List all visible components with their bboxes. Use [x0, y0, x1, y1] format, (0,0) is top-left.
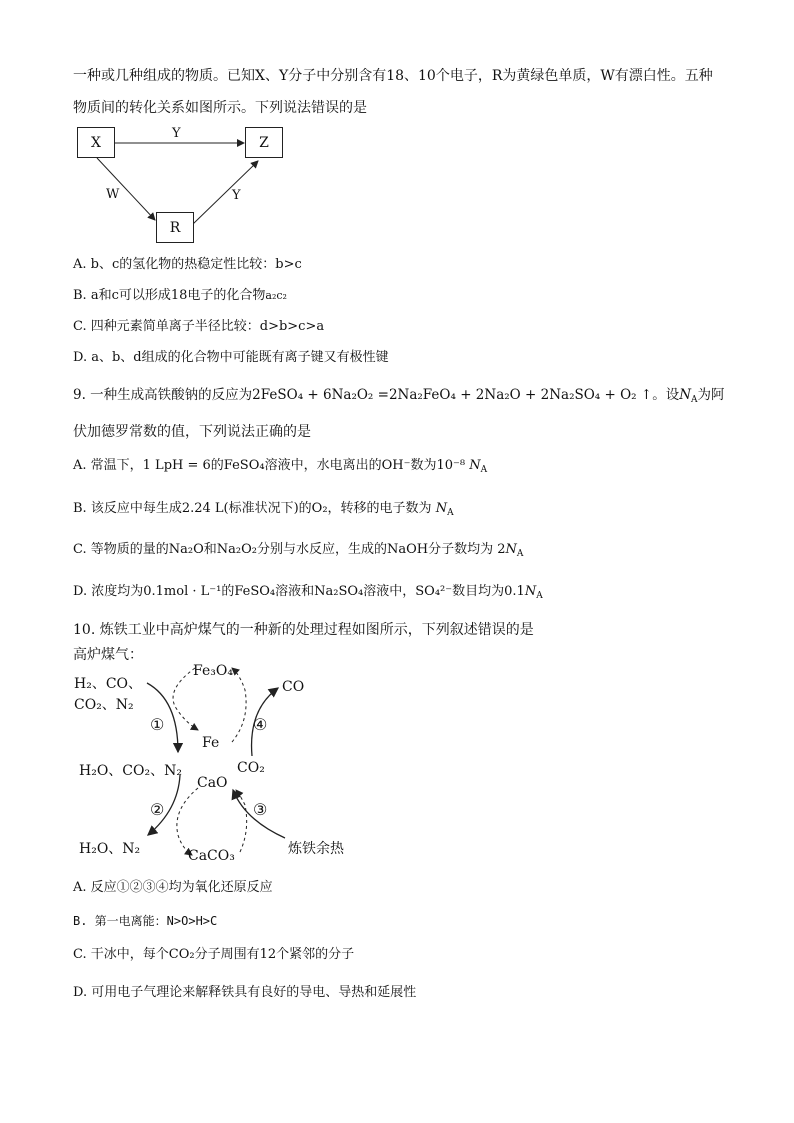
- step-1-marker: ①: [150, 715, 165, 734]
- q9-d-mid4: 数目均为: [452, 584, 505, 599]
- q9-a-ion: OH⁻: [381, 458, 411, 473]
- q9-stem-end: 为阿: [697, 387, 725, 403]
- caco3-label: CaCO₃: [188, 848, 235, 864]
- q9-d-mid2: 溶液和: [275, 584, 315, 599]
- co2-label: CO₂: [237, 760, 265, 776]
- q10-option-a: A. 反应①②③④均为氧化还原反应: [73, 880, 273, 895]
- q9-c-mid: 分别与水反应，生成的NaOH分子数均为: [256, 542, 494, 557]
- q9-option-c: [73, 541, 523, 563]
- q9-c-na: N: [505, 542, 517, 557]
- q9-c-val: 2: [497, 542, 506, 557]
- q9-c-s1: Na₂O: [168, 542, 204, 557]
- q8-option-d: D. a、b、d组成的化合物中可能既有离子键又有极性键: [73, 350, 389, 365]
- q9-option-a: [73, 457, 487, 479]
- out-left-gases: H₂O、N₂: [79, 841, 141, 857]
- q10-option-d: D. 可用电子气理论来解释铁具有良好的导电、导热和延展性: [73, 985, 417, 1000]
- furnace-heat-label: 炼铁余热: [288, 841, 344, 857]
- mid-left-gases: H₂O、CO₂、N₂: [79, 763, 182, 779]
- box-r: R: [156, 212, 194, 243]
- q9-a-cond: 1 LpH = 6: [142, 458, 211, 473]
- arrow-label-top: Y: [172, 126, 181, 141]
- q9-d-ion: SO₄²⁻: [415, 584, 453, 599]
- intro-line-1: 一种或几种组成的物质。已知X、Y分子中分别含有18、10个电子，R为黄绿色单质，W有漂白性。五种: [73, 68, 713, 84]
- q8-option-b: [73, 287, 287, 305]
- arrow-label-left: W: [106, 187, 120, 202]
- step-2-marker: ②: [150, 800, 165, 819]
- q9-d-s2: Na₂SO₄: [314, 584, 364, 599]
- step-3-marker: ③: [253, 800, 268, 819]
- fe3o4-label: Fe₃O₄: [193, 663, 233, 679]
- q9-d-s1: FeSO₄: [234, 584, 276, 599]
- q9-option-d: [73, 583, 543, 605]
- q10-option-c: [73, 946, 354, 964]
- q9-b-na: N: [435, 501, 448, 516]
- q9-a-val: 10⁻⁸: [436, 458, 466, 473]
- q9-b-na-sub: A: [447, 508, 454, 518]
- q9-c-na-sub: A: [516, 549, 524, 559]
- q9-c-prefix: C. 等物质的量的: [73, 542, 169, 557]
- q9-stem-line-2: 伏加德罗常数的值，下列说法正确的是: [73, 424, 311, 440]
- q9-a-mid: 的: [210, 458, 224, 473]
- box-z: Z: [245, 127, 283, 158]
- q8-option-b-text: B. a和c可以形成18电子的化合物: [73, 288, 266, 303]
- box-x: X: [77, 127, 115, 158]
- intro-line-2: 物质间的转化关系如图所示。下列说法错误的是: [73, 100, 367, 116]
- gas-in-line-2: CO₂、N₂: [74, 697, 134, 713]
- q10-c-mol: CO₂: [168, 947, 195, 962]
- q9-d-conc: 0.1mol · L⁻¹: [143, 584, 222, 599]
- q9-stem-suffix: 。设: [652, 387, 680, 403]
- q10-option-b: B. 第一电离能：N>O>H>C: [73, 914, 218, 928]
- q9-d-mid: 的: [221, 584, 235, 599]
- arrow-label-right: Y: [232, 188, 241, 203]
- q9-equation: 2FeSO₄ + 6Na₂O₂ =2Na₂FeO₄ + 2Na₂O + 2Na₂SO₄ + O₂ ↑: [252, 387, 653, 403]
- q10-c-suffix: 分子周围有12个紧邻的分子: [194, 947, 355, 962]
- q9-stem-prefix: 9. 一种生成高铁酸钠的反应为: [73, 387, 253, 403]
- q9-c-s2: Na₂O₂: [216, 542, 257, 557]
- step-4-marker: ④: [253, 715, 268, 734]
- q9-d-val: 0.1: [504, 584, 525, 599]
- q9-d-na-sub: A: [536, 591, 543, 601]
- q9-d-na: N: [524, 584, 537, 599]
- q9-b-text: B. 该反应中每生成2.24 L(标准状况下)的O₂，转移的电子数为: [73, 501, 432, 516]
- q9-avogadro-symbol: N: [679, 387, 692, 403]
- q8-option-a: A. b、c的氢化物的热稳定性比较：b>c: [73, 257, 302, 272]
- q9-d-mid3: 溶液中，: [363, 584, 416, 599]
- q9-avogadro-sub: A: [691, 395, 698, 405]
- q10-diagram-title: 高炉煤气：: [73, 647, 143, 663]
- q8-option-b-formula: a₂c₂: [265, 289, 287, 302]
- q9-a-mid3: 数为: [410, 458, 437, 473]
- q9-a-prefix: A. 常温下，: [73, 458, 143, 473]
- cao-label: CaO: [197, 775, 228, 791]
- fe-label: Fe: [202, 735, 220, 751]
- q9-c-and: 和: [203, 542, 217, 557]
- q9-d-prefix: D. 浓度均为: [73, 584, 144, 599]
- q9-a-mid2: 溶液中，水电离出的: [264, 458, 382, 473]
- gas-in-line-1: H₂、CO、: [74, 676, 143, 692]
- q9-stem-line-1: [73, 386, 725, 409]
- q9-a-na-sub: A: [480, 465, 488, 475]
- co-out-label: CO: [282, 679, 305, 695]
- q9-a-salt: FeSO₄: [223, 458, 265, 473]
- q8-option-c: C. 四种元素简单离子半径比较：d>b>c>a: [73, 319, 325, 334]
- q10-c-prefix: C. 干冰中，每个: [73, 947, 169, 962]
- q9-a-na: N: [469, 458, 481, 473]
- q9-option-b: [73, 500, 454, 522]
- q10-stem: 10. 炼铁工业中高炉煤气的一种新的处理过程如图所示，下列叙述错误的是: [73, 622, 534, 638]
